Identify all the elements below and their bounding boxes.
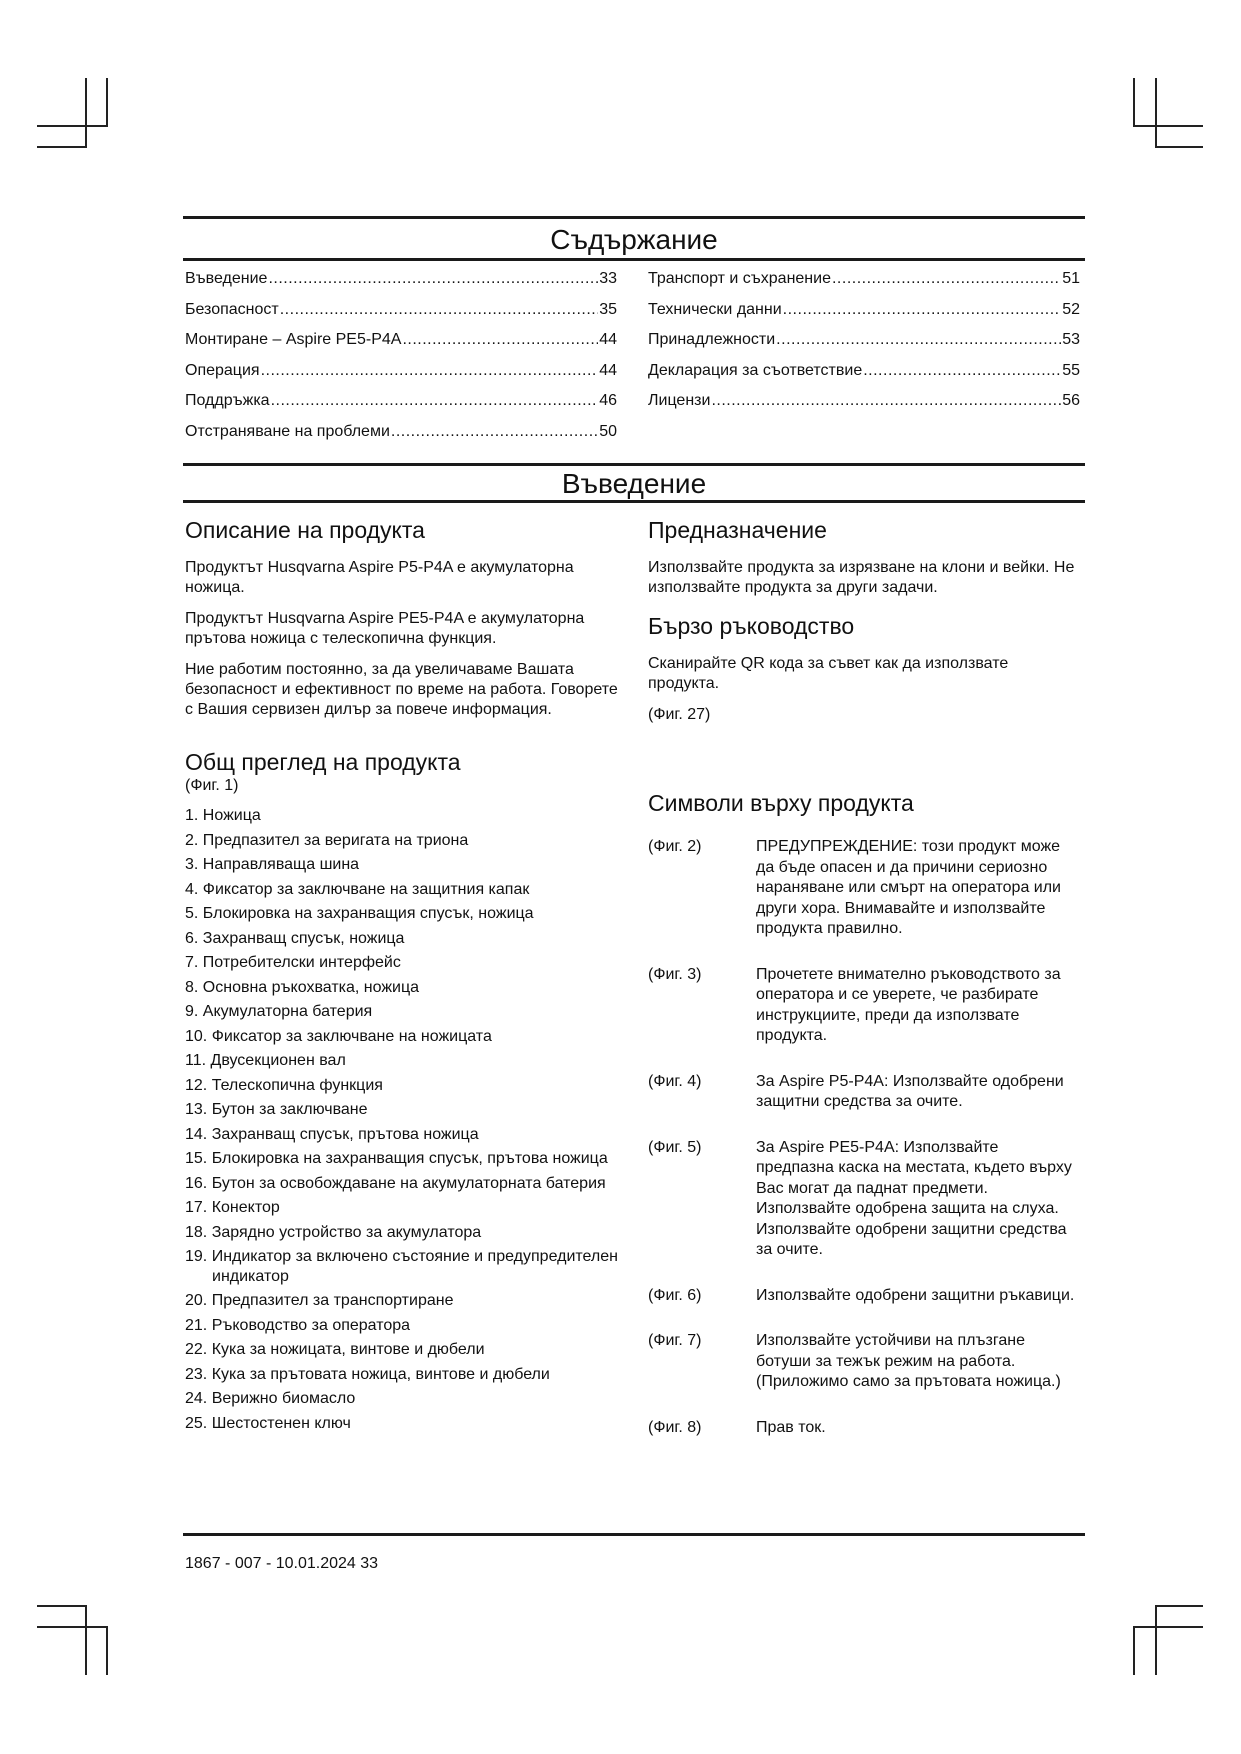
list-item: 19. Индикатор за включено състояние и предупредителен индикатор xyxy=(185,1248,618,1285)
toc-entry-label: Отстраняване на проблеми xyxy=(185,422,390,440)
intro-bottom-rule xyxy=(183,500,1085,503)
list-item: 5. Блокировка на захранващия спусък, ножица xyxy=(185,905,534,922)
toc-entry-page: 53 xyxy=(1062,331,1080,348)
toc-right-column xyxy=(648,268,1080,421)
toc-bottom-rule xyxy=(183,258,1085,261)
overview-heading: Общ преглед на продукта xyxy=(185,749,461,775)
symbol-figure-ref: (Фиг. 4) xyxy=(648,1072,702,1090)
symbol-figure-ref: (Фиг. 2) xyxy=(648,838,702,855)
toc-entry[interactable] xyxy=(648,360,1080,391)
toc-entry-page: 44 xyxy=(599,361,617,379)
symbol-description: Прочетете внимателно ръководството за оператора и се уверете, че разбирате инструкциите, преди да използвате продукта. xyxy=(756,965,1061,1044)
toc-entry[interactable] xyxy=(185,421,617,452)
description-paragraph: Продуктът Husqvarna Aspire P5-P4A е акумулаторна ножица. xyxy=(185,559,574,596)
list-item: 4. Фиксатор за заключване на защитния капак xyxy=(185,880,530,898)
toc-entry[interactable] xyxy=(185,360,617,391)
toc-entry-label: Монтиране – Aspire PE5-P4A xyxy=(185,331,402,348)
toc-entry[interactable] xyxy=(648,268,1080,299)
list-item: 25. Шестостенен ключ xyxy=(185,1414,351,1432)
symbol-figure-ref: (Фиг. 5) xyxy=(648,1138,702,1156)
symbol-entry xyxy=(648,1331,1080,1393)
list-item: 9. Акумулаторна батерия xyxy=(185,1003,373,1020)
toc-entry-page: 51 xyxy=(1062,270,1080,287)
list-item: 7. Потребителски интерфейс xyxy=(185,954,401,971)
symbol-figure-ref: (Фиг. 3) xyxy=(648,965,702,983)
intended-use-heading: Предназначение xyxy=(648,517,827,543)
description-paragraph: Ние работим постоянно, за да увеличаваме Вашата безопасност и ефективност по време на работа. Говорете с Вашия сервизен дилър за повече информация. xyxy=(185,661,618,718)
intro-top-rule xyxy=(183,463,1085,466)
symbol-entry xyxy=(648,837,1080,940)
list-item: 18. Зарядно устройство за акумулатора xyxy=(185,1223,482,1241)
list-item: 2. Предпазител за веригата на триона xyxy=(185,831,469,849)
symbol-description: За Aspire PE5-P4A: Използвайте предпазна каска на местата, където върху Вас могат да паднат предмети. Използвайте одобрена защита на слуха. Използвайте одобрени защитни средства за очите. xyxy=(756,1138,1072,1258)
toc-entry-page: 44 xyxy=(599,331,617,348)
toc-entry[interactable] xyxy=(185,268,617,299)
symbol-entry xyxy=(648,1286,1080,1307)
list-item: 12. Телескопична функция xyxy=(185,1076,383,1094)
intro-left-column xyxy=(185,516,620,1438)
toc-entry[interactable] xyxy=(185,299,617,330)
quick-guide-figure-ref: (Фиг. 27) xyxy=(648,706,711,723)
list-item: 6. Захранващ спусък, ножица xyxy=(185,929,405,947)
toc-entry-page: 56 xyxy=(1062,392,1080,409)
intro-title: Въведение xyxy=(561,468,707,499)
toc-entry[interactable] xyxy=(648,329,1080,360)
list-item: 15. Блокировка на захранващия спусък, прътова ножица xyxy=(185,1150,608,1167)
page-footer: 1867 - 007 - 10.01.2024 33 xyxy=(185,1555,379,1572)
list-item: 13. Бутон за заключване xyxy=(185,1101,368,1118)
quick-guide-text: Сканирайте QR кода за съвет как да използвате продукта. xyxy=(648,655,1009,692)
overview-figure-ref: (Фиг. 1) xyxy=(185,777,239,794)
symbol-entry xyxy=(648,1072,1080,1113)
toc-entry-page: 35 xyxy=(599,300,617,318)
toc-title: Съдържание xyxy=(550,224,718,255)
list-item: 10. Фиксатор за заключване на ножицата xyxy=(185,1027,492,1045)
toc-entry-label: Въведение xyxy=(185,270,268,287)
list-item: 8. Основна ръкохватка, ножица xyxy=(185,978,420,996)
toc-top-rule xyxy=(183,216,1085,219)
list-item: 3. Направляваща шина xyxy=(185,856,360,873)
list-item: 11. Двусекционен вал xyxy=(185,1052,346,1069)
list-item: 22. Кука за ножицата, винтове и дюбели xyxy=(185,1341,485,1358)
list-item: 20. Предпазител за транспортиране xyxy=(185,1292,454,1309)
symbol-figure-ref: (Фиг. 7) xyxy=(648,1332,702,1349)
toc-entry-page: 33 xyxy=(599,270,617,287)
toc-entry-label: Принадлежности xyxy=(648,331,776,348)
toc-entry-label: Лицензи xyxy=(648,392,711,409)
symbol-entry xyxy=(648,965,1080,1047)
symbols-list xyxy=(648,837,1080,1438)
list-item: 16. Бутон за освобождаване на акумулаторната батерия xyxy=(185,1174,606,1192)
footer-rule xyxy=(183,1533,1085,1536)
list-item: 24. Верижно биомасло xyxy=(185,1390,356,1407)
description-heading: Описание на продукта xyxy=(185,517,425,543)
symbol-description: Използвайте устойчиви на плъзгане ботуши за тежък режим на работа. (Приложимо само за прътовата ножица.) xyxy=(756,1332,1061,1390)
list-item: 17. Конектор xyxy=(185,1199,280,1216)
symbol-description: За Aspire P5-P4A: Използвайте одобрени защитни средства за очите. xyxy=(756,1072,1064,1110)
toc-entry[interactable] xyxy=(648,299,1080,330)
intro-right-column xyxy=(648,516,1080,1438)
description-paragraph: Продуктът Husqvarna Aspire PE5-P4A е акумулаторна прътова ножица с телескопична функция. xyxy=(185,610,585,647)
toc-entry[interactable] xyxy=(185,390,617,421)
list-item: 14. Захранващ спусък, прътова ножица xyxy=(185,1125,479,1143)
symbol-entry xyxy=(648,1138,1080,1261)
symbol-description: Използвайте одобрени защитни ръкавици. xyxy=(756,1286,1075,1304)
toc-entry[interactable] xyxy=(185,329,617,360)
toc-entry-page: 55 xyxy=(1062,361,1080,379)
symbol-figure-ref: (Фиг. 6) xyxy=(648,1286,702,1304)
toc-entry[interactable] xyxy=(648,390,1080,421)
toc-entry-page: 50 xyxy=(599,422,617,440)
toc-left-column xyxy=(185,268,617,451)
toc-entry-label: Поддръжка xyxy=(185,392,270,409)
toc-entry-label: Безопасност xyxy=(185,300,279,318)
toc-entry-label: Транспорт и съхранение xyxy=(648,270,831,287)
toc-entry-label: Операция xyxy=(185,361,260,379)
quick-guide-heading: Бързо ръководство xyxy=(648,613,855,639)
intended-use-text: Използвайте продукта за изрязване на клони и вейки. Не използвайте продукта за други задачи. xyxy=(648,559,1075,596)
list-item: 1. Ножица xyxy=(185,807,261,824)
list-item: 23. Кука за прътовата ножица, винтове и дюбели xyxy=(185,1365,550,1383)
symbols-heading: Символи върху продукта xyxy=(648,790,914,816)
toc-entry-label: Декларация за съответствие xyxy=(648,361,863,379)
toc-entry-label: Технически данни xyxy=(648,300,782,318)
parts-list xyxy=(185,806,620,1433)
symbol-entry xyxy=(648,1418,1080,1439)
toc-entry-page: 52 xyxy=(1062,300,1080,318)
list-item: 21. Ръководство за оператора xyxy=(185,1316,411,1334)
toc-entry-page: 46 xyxy=(599,392,617,409)
symbol-description: Прав ток. xyxy=(756,1418,826,1436)
symbol-description: ПРЕДУПРЕЖДЕНИЕ: този продукт може да бъде опасен и да причини сериозно нараняване или смърт на оператора или други хора. Внимавайте и използвайте продукта правилно. xyxy=(756,838,1061,937)
symbol-figure-ref: (Фиг. 8) xyxy=(648,1418,702,1436)
